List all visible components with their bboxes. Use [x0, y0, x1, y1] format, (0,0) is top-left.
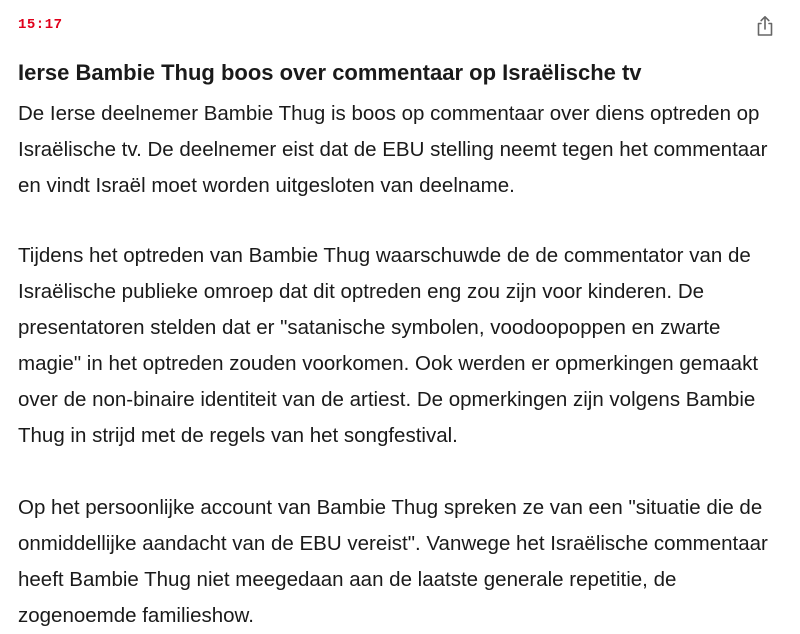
post-paragraph-1: De Ierse deelnemer Bambie Thug is boos op commentaar over diens optreden op Israëlische tv. De deelnemer eist dat de EBU stelling neemt tegen het commentaar en vindt Israël moet worden uitgesloten van deelname.: [18, 102, 768, 197]
share-button[interactable]: [754, 14, 776, 38]
share-icon: [755, 15, 775, 37]
liveblog-post: [18, 0, 788, 634]
post-meta: [18, 0, 788, 52]
post-paragraph-3: Op het persoonlijke account van Bambie Thug spreken ze van een "situatie die de onmiddellijke aandacht van de EBU vereist". Vanwege het Israëlische commentaar heeft Bambie Thug niet meegedaan aan de laatste generale repetitie, de zogenoemde familieshow.: [18, 496, 768, 627]
post-timestamp: 15:17: [18, 17, 63, 33]
post-headline: Ierse Bambie Thug boos over commentaar op Israëlische tv: [18, 60, 642, 85]
post-paragraph-2: Tijdens het optreden van Bambie Thug waarschuwde de de commentator van de Israëlische publieke omroep dat dit optreden eng zou zijn voor kinderen. De presentatoren stelden dat er "satanische symbolen, voodoopoppen en zwarte magie" in het optreden zouden voorkomen. Ook werden er opmerkingen gemaakt over de non-binaire identiteit van de artiest. De opmerkingen zijn volgens Bambie Thug in strijd met de regels van het songfestival.: [18, 244, 759, 447]
